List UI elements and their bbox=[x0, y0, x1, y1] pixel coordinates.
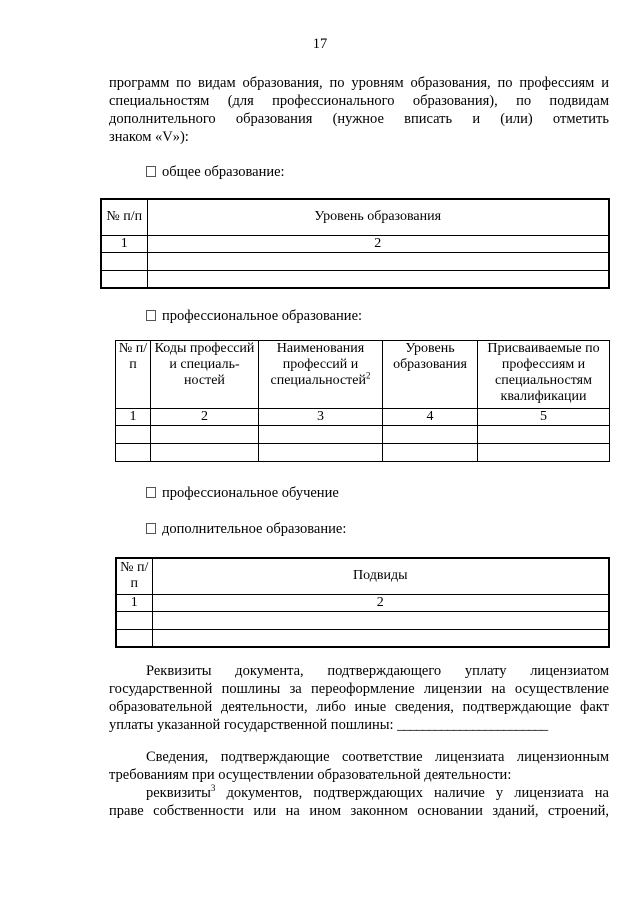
professional-education-option[interactable] bbox=[146, 307, 362, 325]
empty-cell[interactable] bbox=[116, 629, 152, 647]
empty-cell[interactable] bbox=[116, 444, 151, 462]
details-first-rest: документов, подтверждающих наличие у лицензиата на bbox=[215, 785, 609, 801]
index-cell: 1 bbox=[116, 594, 152, 611]
empty-cell[interactable] bbox=[152, 611, 609, 629]
general-education-option[interactable] bbox=[146, 163, 285, 181]
checkbox-icon[interactable] bbox=[146, 166, 156, 177]
empty-cell[interactable] bbox=[101, 252, 147, 270]
intro-line: специальностям (для профессионального образования), по подвидам bbox=[109, 93, 609, 109]
index-cell: 4 bbox=[383, 409, 478, 426]
professional-education-label: профессиональное образование: bbox=[162, 308, 363, 324]
col-header-codes: Коды профессий и специаль-ностей bbox=[151, 341, 259, 409]
compliance-line: требованиям при осуществлении образовательной деятельности: bbox=[109, 767, 512, 783]
empty-cell[interactable] bbox=[478, 444, 610, 462]
empty-cell[interactable] bbox=[259, 426, 383, 444]
index-cell: 5 bbox=[478, 409, 610, 426]
requisites-line: государственной пошлины за переоформление лицензии на осуществление bbox=[109, 681, 609, 697]
empty-cell[interactable] bbox=[151, 444, 259, 462]
compliance-line: Сведения, подтверждающие соответствие лицензиата лицензионным bbox=[146, 749, 609, 765]
intro-paragraph bbox=[109, 74, 609, 146]
col-header-names bbox=[259, 341, 383, 409]
index-cell: 3 bbox=[259, 409, 383, 426]
page-number: 17 bbox=[312, 36, 328, 52]
professional-training-option[interactable] bbox=[146, 484, 339, 502]
col-header-level: Уровень образования bbox=[383, 341, 478, 409]
col-header-names-text: Наименования профессий и специальностей bbox=[270, 341, 366, 388]
index-cell: 2 bbox=[152, 594, 609, 611]
col-header-number: № п/п bbox=[116, 558, 152, 594]
col-header-number: № п/п bbox=[116, 341, 151, 409]
requisites-line: Реквизиты документа, подтверждающего уплату лицензиатом bbox=[146, 663, 609, 679]
compliance-paragraph bbox=[109, 748, 609, 820]
fill-in-blank[interactable]: ________________________ bbox=[397, 717, 548, 733]
col-header-level: Уровень образования bbox=[147, 199, 609, 235]
intro-line: дополнительного образования (нужное вписать и (или) отметить bbox=[109, 111, 609, 127]
details-first-word: реквизиты bbox=[146, 785, 211, 801]
index-cell: 2 bbox=[151, 409, 259, 426]
index-cell: 1 bbox=[116, 409, 151, 426]
additional-education-label: дополнительное образование: bbox=[162, 521, 347, 537]
index-cell: 2 bbox=[147, 235, 609, 252]
intro-line: программ по видам образования, по уровням образования, по профессиям и bbox=[109, 75, 609, 91]
details-line bbox=[109, 784, 609, 802]
requisites-line-last bbox=[109, 716, 609, 734]
footnote-mark: 2 bbox=[366, 370, 371, 381]
empty-cell[interactable] bbox=[147, 252, 609, 270]
requisites-line: образовательной деятельности, либо иные сведения, подтверждающие факт bbox=[109, 699, 609, 715]
empty-cell[interactable] bbox=[383, 426, 478, 444]
requisites-line: уплаты указанной государственной пошлины: bbox=[109, 717, 398, 733]
empty-cell[interactable] bbox=[116, 611, 152, 629]
empty-cell[interactable] bbox=[152, 629, 609, 647]
general-education-table bbox=[100, 198, 610, 289]
empty-cell[interactable] bbox=[116, 426, 151, 444]
index-cell: 1 bbox=[101, 235, 147, 252]
details-line: праве собственности или на ином законном основании зданий, строений, bbox=[109, 803, 609, 819]
checkbox-icon[interactable] bbox=[146, 487, 156, 498]
col-header-subtypes: Подвиды bbox=[152, 558, 609, 594]
footnote-mark: 3 bbox=[210, 783, 216, 794]
professional-training-label: профессиональное обучение bbox=[162, 485, 339, 501]
empty-cell[interactable] bbox=[259, 444, 383, 462]
empty-cell[interactable] bbox=[147, 270, 609, 288]
col-header-number: № п/п bbox=[101, 199, 147, 235]
checkbox-icon[interactable] bbox=[146, 523, 156, 534]
empty-cell[interactable] bbox=[383, 444, 478, 462]
additional-education-table bbox=[115, 557, 610, 648]
col-header-qualifications: Присваиваемые по профессиям и специальностям квалификации bbox=[478, 341, 610, 409]
professional-education-table bbox=[115, 340, 610, 462]
empty-cell[interactable] bbox=[151, 426, 259, 444]
empty-cell[interactable] bbox=[101, 270, 147, 288]
empty-cell[interactable] bbox=[478, 426, 610, 444]
general-education-label: общее образование: bbox=[162, 164, 285, 180]
requisites-paragraph bbox=[109, 662, 609, 734]
checkbox-icon[interactable] bbox=[146, 310, 156, 321]
additional-education-option[interactable] bbox=[146, 520, 346, 538]
intro-line: знаком «V»): bbox=[109, 129, 189, 145]
